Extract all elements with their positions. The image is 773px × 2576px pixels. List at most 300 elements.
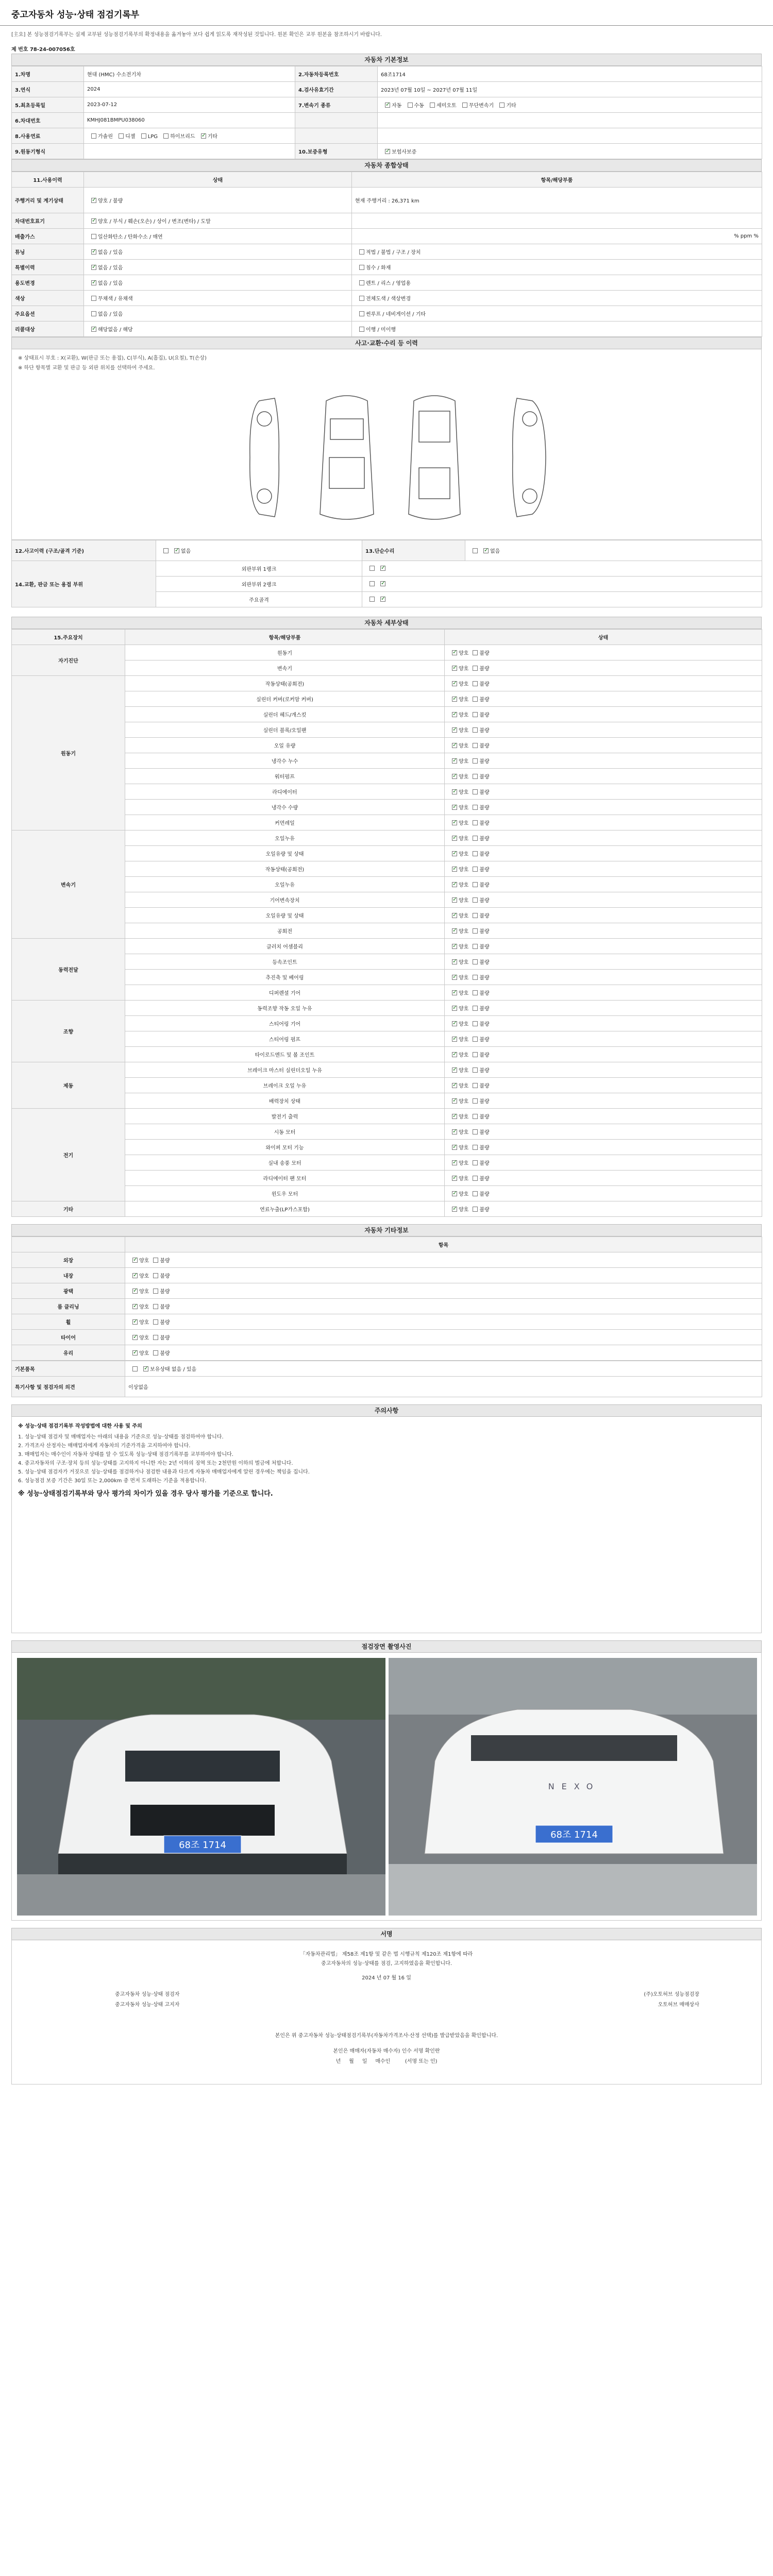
checkbox-icon[interactable] [143,1366,148,1371]
checkbox-icon[interactable] [369,566,375,571]
checkbox-icon[interactable] [452,913,457,918]
checkbox-icon[interactable] [473,727,478,733]
checkbox-icon[interactable] [473,1207,478,1212]
basic-value: 2024 [84,82,295,97]
notes-footer: ※ 성능·상태점검기록부와 당사 평가의 차이가 있을 경우 당사 평가를 기준으로 합니다. [18,1490,273,1498]
table-row [12,188,762,213]
checkbox-icon[interactable] [91,249,96,255]
state-bad: 불량 [479,1006,490,1012]
state-bad: 불량 [479,852,490,857]
checkbox-icon[interactable] [163,133,169,139]
state-bad: 불량 [479,1176,490,1182]
checkbox-icon[interactable] [91,218,96,224]
checkbox-icon[interactable] [452,944,457,949]
state-bad: 불량 [479,713,490,718]
checkbox-icon[interactable] [473,820,478,825]
checkbox-icon[interactable] [174,548,179,553]
checkbox-icon[interactable] [473,666,478,671]
car-right-side[interactable] [513,398,546,517]
checkbox-icon[interactable] [132,1350,138,1355]
other-state [125,1345,762,1361]
checkbox-icon[interactable] [153,1304,158,1309]
col-header [12,1237,125,1252]
checkbox-icon[interactable] [91,234,96,239]
state-bad: 불량 [160,1274,170,1279]
detail-state [445,877,762,892]
checkbox-icon[interactable] [473,1145,478,1150]
table-row [12,676,762,691]
table-row [12,144,762,159]
repair-label: 13.단순수리 [362,540,465,561]
col-header: 항목/해당부품 [125,630,445,645]
checkbox-icon[interactable] [380,597,385,602]
checkbox-icon[interactable] [132,1335,138,1340]
checkbox-icon[interactable] [153,1350,158,1355]
checkbox-icon[interactable] [452,805,457,810]
detail-state [445,738,762,753]
checkbox-icon[interactable] [91,280,96,285]
legend-text: ※ 상태표시 부호 : X(교환), W(판금 또는 용접), C(부식), A(흠집), U(요철), T(손상) [18,355,207,361]
state-bad: 불량 [479,836,490,842]
row-note [352,321,762,337]
checkbox-icon[interactable] [452,666,457,671]
checkbox-icon[interactable] [452,975,457,980]
detail-item: 커먼레일 [125,815,445,831]
checkbox-icon[interactable] [473,1052,478,1057]
checkbox-icon[interactable] [452,697,457,702]
checkbox-icon[interactable] [452,727,457,733]
state-good: 양호 [459,1114,469,1120]
checkbox-icon[interactable] [153,1273,158,1278]
buyer-sign[interactable]: (서명 또는 인) [405,2059,438,2064]
checkbox-icon[interactable] [452,1006,457,1011]
state-good: 양호 [459,1176,469,1182]
state-good: 양호 [459,852,469,857]
checkbox-icon[interactable] [359,249,364,255]
checkbox-icon[interactable] [369,597,375,602]
receipt-fields [12,2057,761,2064]
state-bad: 불량 [479,1037,490,1043]
car-bottom-view[interactable] [409,396,460,519]
table-row [12,172,762,188]
checkbox-icon[interactable] [452,1067,457,1073]
state-text: 양호 / 부식 / 훼손(오손) / 상이 / 변조(변타) / 도말 [98,219,211,225]
checkbox-icon[interactable] [473,805,478,810]
state-good: 양호 [459,1192,469,1197]
checkbox-icon[interactable] [452,743,457,748]
checkbox-icon[interactable] [473,1083,478,1088]
detail-item: 오일 유량 [125,738,445,753]
basic-key: 10.보증유형 [295,144,378,159]
note-line: 2. 가격조사 산정자는 매매업자에게 자동차의 기준가격을 고지하여야 합니다. [18,1443,191,1449]
row-state [84,213,352,229]
table-row [12,291,762,306]
checkbox-icon[interactable] [359,280,364,285]
checkbox-icon[interactable] [452,681,457,686]
state-good: 양호 [459,697,469,703]
detail-state [445,815,762,831]
state-good: 양호 [459,743,469,749]
table-row [12,1268,762,1283]
signature-panel [11,1940,762,2084]
checkbox-icon[interactable] [473,1021,478,1026]
checkbox-icon[interactable] [452,712,457,717]
checkbox-icon[interactable] [153,1258,158,1263]
checkbox-icon[interactable] [91,296,96,301]
checkbox-icon[interactable] [153,1319,158,1325]
checkbox-icon[interactable] [452,758,457,764]
note-text: 렌트 / 리스 / 영업용 [366,281,411,286]
checkbox-icon[interactable] [132,1289,138,1294]
note-text: 썬루프 / 네비게이션 / 기타 [366,312,426,317]
basic-value [378,128,762,144]
checkbox-icon[interactable] [499,103,505,108]
checkbox-icon[interactable] [473,650,478,655]
checkbox-icon[interactable] [119,133,124,139]
other-item: 광택 [12,1283,125,1299]
table-row [12,561,762,577]
state-bad: 불량 [479,1207,490,1213]
checkbox-icon[interactable] [132,1258,138,1263]
table-row [12,1252,762,1268]
detail-status-table [11,629,762,1217]
state-good: 양호 [459,913,469,919]
checkbox-icon[interactable] [473,867,478,872]
detail-state [445,753,762,769]
detail-item: 실내 송풍 모터 [125,1155,445,1171]
state-bad: 불량 [479,728,490,734]
checkbox-icon[interactable] [359,327,364,332]
checkbox-icon[interactable] [359,311,364,316]
state-good: 양호 [459,883,469,888]
detail-item: 라디에이터 [125,784,445,800]
state-bad: 불량 [479,1022,490,1027]
checkbox-icon[interactable] [408,103,413,108]
detail-state [445,691,762,707]
checkbox-icon[interactable] [452,1191,457,1196]
table-row [12,939,762,954]
damage-history-header: 사고·교환·수리 등 이력 [11,337,762,349]
detail-state [445,831,762,846]
car-front-image [17,1658,385,1916]
detail-item: 배력장치 상태 [125,1093,445,1109]
detail-group: 자기진단 [12,645,125,676]
state-good: 양호 [459,991,469,996]
detail-item: 실린더 헤드/개스킷 [125,707,445,722]
checkbox-icon[interactable] [380,581,385,586]
detail-item: 스티어링 펌프 [125,1031,445,1047]
checkbox-icon[interactable] [452,820,457,825]
state-good: 양호 [459,867,469,873]
checkbox-icon[interactable] [473,681,478,686]
state-bad: 불량 [479,867,490,873]
checkbox-icon[interactable] [473,928,478,934]
day-label: 일 [362,2059,367,2064]
row-label: 배출가스 [12,229,84,244]
row-label: 리콜대상 [12,321,84,337]
checkbox-icon[interactable] [452,1207,457,1212]
state-good: 양호 [459,666,469,672]
checkbox-icon[interactable] [430,103,435,108]
checkbox-icon[interactable] [452,897,457,903]
checkbox-icon[interactable] [473,789,478,794]
checkbox-icon[interactable] [473,1160,478,1165]
note-line: 6. 성능점검 보증 기간은 30일 또는 2,000km 중 먼저 도래하는 기준을 적용합니다. [18,1478,207,1484]
basic-key: 5.최초등록일 [12,97,84,113]
checkbox-icon[interactable] [473,944,478,949]
checkbox-icon[interactable] [473,1191,478,1196]
option-label: 디젤 [125,134,136,140]
checkbox-icon[interactable] [132,1366,138,1371]
detail-state [445,954,762,970]
state-bad: 불량 [479,1083,490,1089]
table-row [12,1361,762,1377]
checkbox-icon[interactable] [141,133,146,139]
basic-value: 2023년 07월 10일 ~ 2027년 07월 11일 [378,82,762,97]
state-good: 양호 [459,821,469,826]
checkbox-icon[interactable] [452,1037,457,1042]
detail-item: 공회전 [125,923,445,939]
detail-state [445,1031,762,1047]
row-state [84,321,352,337]
detail-state [445,1093,762,1109]
state-bad: 불량 [479,960,490,965]
month-label: 월 [349,2059,354,2064]
state-good: 양호 [139,1320,149,1326]
row-label: 튜닝 [12,244,84,260]
damage-table [11,540,762,607]
checkbox-icon[interactable] [452,1176,457,1181]
checkbox-icon[interactable] [452,1021,457,1026]
detail-item: 클러치 어셈블리 [125,939,445,954]
state-bad: 불량 [160,1258,170,1264]
checkbox-icon[interactable] [452,789,457,794]
col-header: 상태 [84,172,352,188]
checkbox-icon[interactable] [91,198,96,203]
state-good: 양호 [459,898,469,904]
checkbox-icon[interactable] [452,774,457,779]
receipt-text: 본인은 위 중고자동차 성능·상태점검기록부(자동차가격조사·산정 선택)를 발급받았음을 확인합니다. [275,2033,498,2039]
checkbox-icon[interactable] [473,1006,478,1011]
table-row [12,306,762,321]
col-header: 항목 [125,1237,762,1252]
checkbox-icon[interactable] [452,1114,457,1119]
row-label: 주요옵션 [12,306,84,321]
detail-item: 기어변속장치 [125,892,445,908]
row-note: 현재 주행거리 : 26,371 km [352,188,762,213]
state-bad: 불량 [479,774,490,780]
checkbox-icon[interactable] [473,1037,478,1042]
row-label: 주행거리 및 계기상태 [12,188,84,213]
car-left-side[interactable] [250,398,279,517]
detail-status-header: 자동차 세부상태 [11,617,762,629]
basic-value: 68조1714 [378,66,762,82]
detail-state [445,970,762,985]
table-row [12,244,762,260]
checkbox-icon[interactable] [385,149,390,154]
detail-item: 라디에이터 팬 모터 [125,1171,445,1186]
checkbox-icon[interactable] [91,311,96,316]
col-header: 15.주요장치 [12,630,125,645]
checkbox-icon[interactable] [473,743,478,748]
rear-plate: 68조 1714 [550,1829,598,1840]
detail-state [445,676,762,691]
checkbox-icon[interactable] [473,758,478,764]
detail-item: 오일누유 [125,831,445,846]
state-bad: 불량 [160,1289,170,1295]
checkbox-icon[interactable] [452,1129,457,1134]
state-bad: 불량 [479,883,490,888]
checkbox-icon[interactable] [473,712,478,717]
basic-value: 현대 (HMC) 수소전기차 [84,66,295,82]
state-bad: 불량 [479,666,490,672]
state-text: 없음 / 있음 [98,250,123,256]
car-diagram-panel [11,349,762,540]
tool-value-text: 보유상태 없음 / 있음 [150,1367,197,1372]
detail-state [445,1062,762,1078]
checkbox-icon[interactable] [452,990,457,995]
note-line: 1. 성능·상태 점검자 및 매매업자는 아래의 내용을 기준으로 성능·상태를 점검하여야 합니다. [18,1434,224,1440]
detail-group: 기타 [12,1201,125,1217]
checkbox-icon[interactable] [132,1319,138,1325]
detail-item: 실린더 커버(로커암 커버) [125,691,445,707]
detail-item: 워터펌프 [125,769,445,784]
state-bad: 불량 [479,790,490,795]
table-row [12,82,762,97]
option-label: 세미오토 [436,103,457,109]
detail-item: 시동 모터 [125,1124,445,1140]
accident-value-text: 없음 [181,549,191,554]
car-rear-image [389,1658,757,1916]
detail-state [445,1171,762,1186]
other-item: 외장 [12,1252,125,1268]
detail-item: 오일유량 및 상태 [125,908,445,923]
checkbox-icon[interactable] [452,1052,457,1057]
checkbox-icon[interactable] [473,882,478,887]
checkbox-icon[interactable] [201,133,206,139]
state-bad: 불량 [160,1304,170,1310]
checkbox-icon[interactable] [452,1083,457,1088]
checkbox-icon[interactable] [473,836,478,841]
table-row [12,97,762,113]
parts-label: 14.교환, 판금 또는 용접 부위 [12,561,156,607]
table-row [12,66,762,82]
checkbox-icon[interactable] [91,265,96,270]
checkbox-icon[interactable] [452,1098,457,1104]
checkbox-icon[interactable] [452,1160,457,1165]
option-label: 기타 [506,103,516,109]
detail-state [445,923,762,939]
other-item: 내장 [12,1268,125,1283]
checkbox-icon[interactable] [132,1304,138,1309]
outer-rank-2-value [362,577,762,592]
detail-group: 변속기 [12,831,125,939]
checkbox-icon[interactable] [380,566,385,571]
basic-key: 3.연식 [12,82,84,97]
checkbox-icon[interactable] [473,1129,478,1134]
checkbox-icon[interactable] [473,1067,478,1073]
other-state [125,1268,762,1283]
outer-rank-1: 외판부위 1랭크 [156,561,362,577]
checkbox-icon[interactable] [452,882,457,887]
checkbox-icon[interactable] [462,103,467,108]
checkbox-icon[interactable] [473,548,478,553]
checkbox-icon[interactable] [153,1289,158,1294]
state-text: 해당없음 / 해당 [98,327,133,333]
checkbox-icon[interactable] [452,836,457,841]
checkbox-icon[interactable] [473,774,478,779]
table-row [12,128,762,144]
checkbox-icon[interactable] [473,959,478,964]
checkbox-icon[interactable] [91,133,96,139]
sign-text: 「자동차관리법」 제58조 제1항 및 같은 법 시행규칙 제120조 제1항에 따라 [300,1952,473,1957]
front-photo [17,1658,385,1916]
basic-value [378,144,762,159]
checkbox-icon[interactable] [473,697,478,702]
detail-state [445,846,762,861]
checkbox-icon[interactable] [359,296,364,301]
checkbox-icon[interactable] [91,327,96,332]
table-row [12,260,762,275]
checkbox-icon[interactable] [452,851,457,856]
checkbox-icon[interactable] [473,990,478,995]
checkbox-icon[interactable] [473,1098,478,1104]
checkbox-icon[interactable] [163,548,169,553]
checkbox-icon[interactable] [452,867,457,872]
frame-value [362,592,762,607]
state-good: 양호 [459,960,469,965]
state-good: 양호 [459,1207,469,1213]
checkbox-icon[interactable] [473,897,478,903]
dealer-name: 오토허브 매매상사 [658,2002,699,2008]
checkbox-icon[interactable] [452,1145,457,1150]
option-label: 가솔린 [98,134,113,140]
detail-item: 등속조인트 [125,954,445,970]
notice-text: [主요] 본 성능점검기록부는 실제 교부된 성능점검기록부의 확정내용을 옮겨놓아 보다 쉽게 읽도록 재작성된 것입니다. 원본 확인은 교부 원본을 참조하시기 바랍니다. [11,32,382,38]
state-good: 양호 [459,1161,469,1166]
checkbox-icon[interactable] [369,581,375,586]
checkbox-icon[interactable] [359,265,364,270]
checkbox-icon[interactable] [473,851,478,856]
checkbox-icon[interactable] [132,1273,138,1278]
state-good: 양호 [459,1006,469,1012]
checkbox-icon[interactable] [473,913,478,918]
note-line: 5. 성능·상태 점검자가 거짓으로 성능·상태를 점검하거나 점검한 내용과 다르게 자동차 매매업자에게 알린 경우에는 책임을 집니다. [18,1469,310,1475]
detail-item: 변속기 [125,660,445,676]
checkbox-icon[interactable] [452,928,457,934]
checkbox-icon[interactable] [473,975,478,980]
checkbox-icon[interactable] [473,1176,478,1181]
basic-key: 4.검사유효기간 [295,82,378,97]
car-outline-diagram [239,391,558,524]
detail-state [445,1047,762,1062]
state-bad: 불량 [479,1161,490,1166]
state-text: 양호 / 불량 [98,198,123,204]
basic-value [84,144,295,159]
checkbox-icon[interactable] [452,959,457,964]
detail-item: 와이퍼 모터 기능 [125,1140,445,1155]
overall-status-header: 자동차 종합상태 [11,159,762,172]
checkbox-icon[interactable] [473,1114,478,1119]
checkbox-icon[interactable] [153,1335,158,1340]
option-label: 수동 [414,103,424,109]
checkbox-icon[interactable] [385,103,390,108]
detail-item: 냉각수 수량 [125,800,445,815]
option-label: 기타 [207,134,218,140]
checkbox-icon[interactable] [483,548,489,553]
checkbox-icon[interactable] [452,650,457,655]
detail-group: 조향 [12,1001,125,1062]
